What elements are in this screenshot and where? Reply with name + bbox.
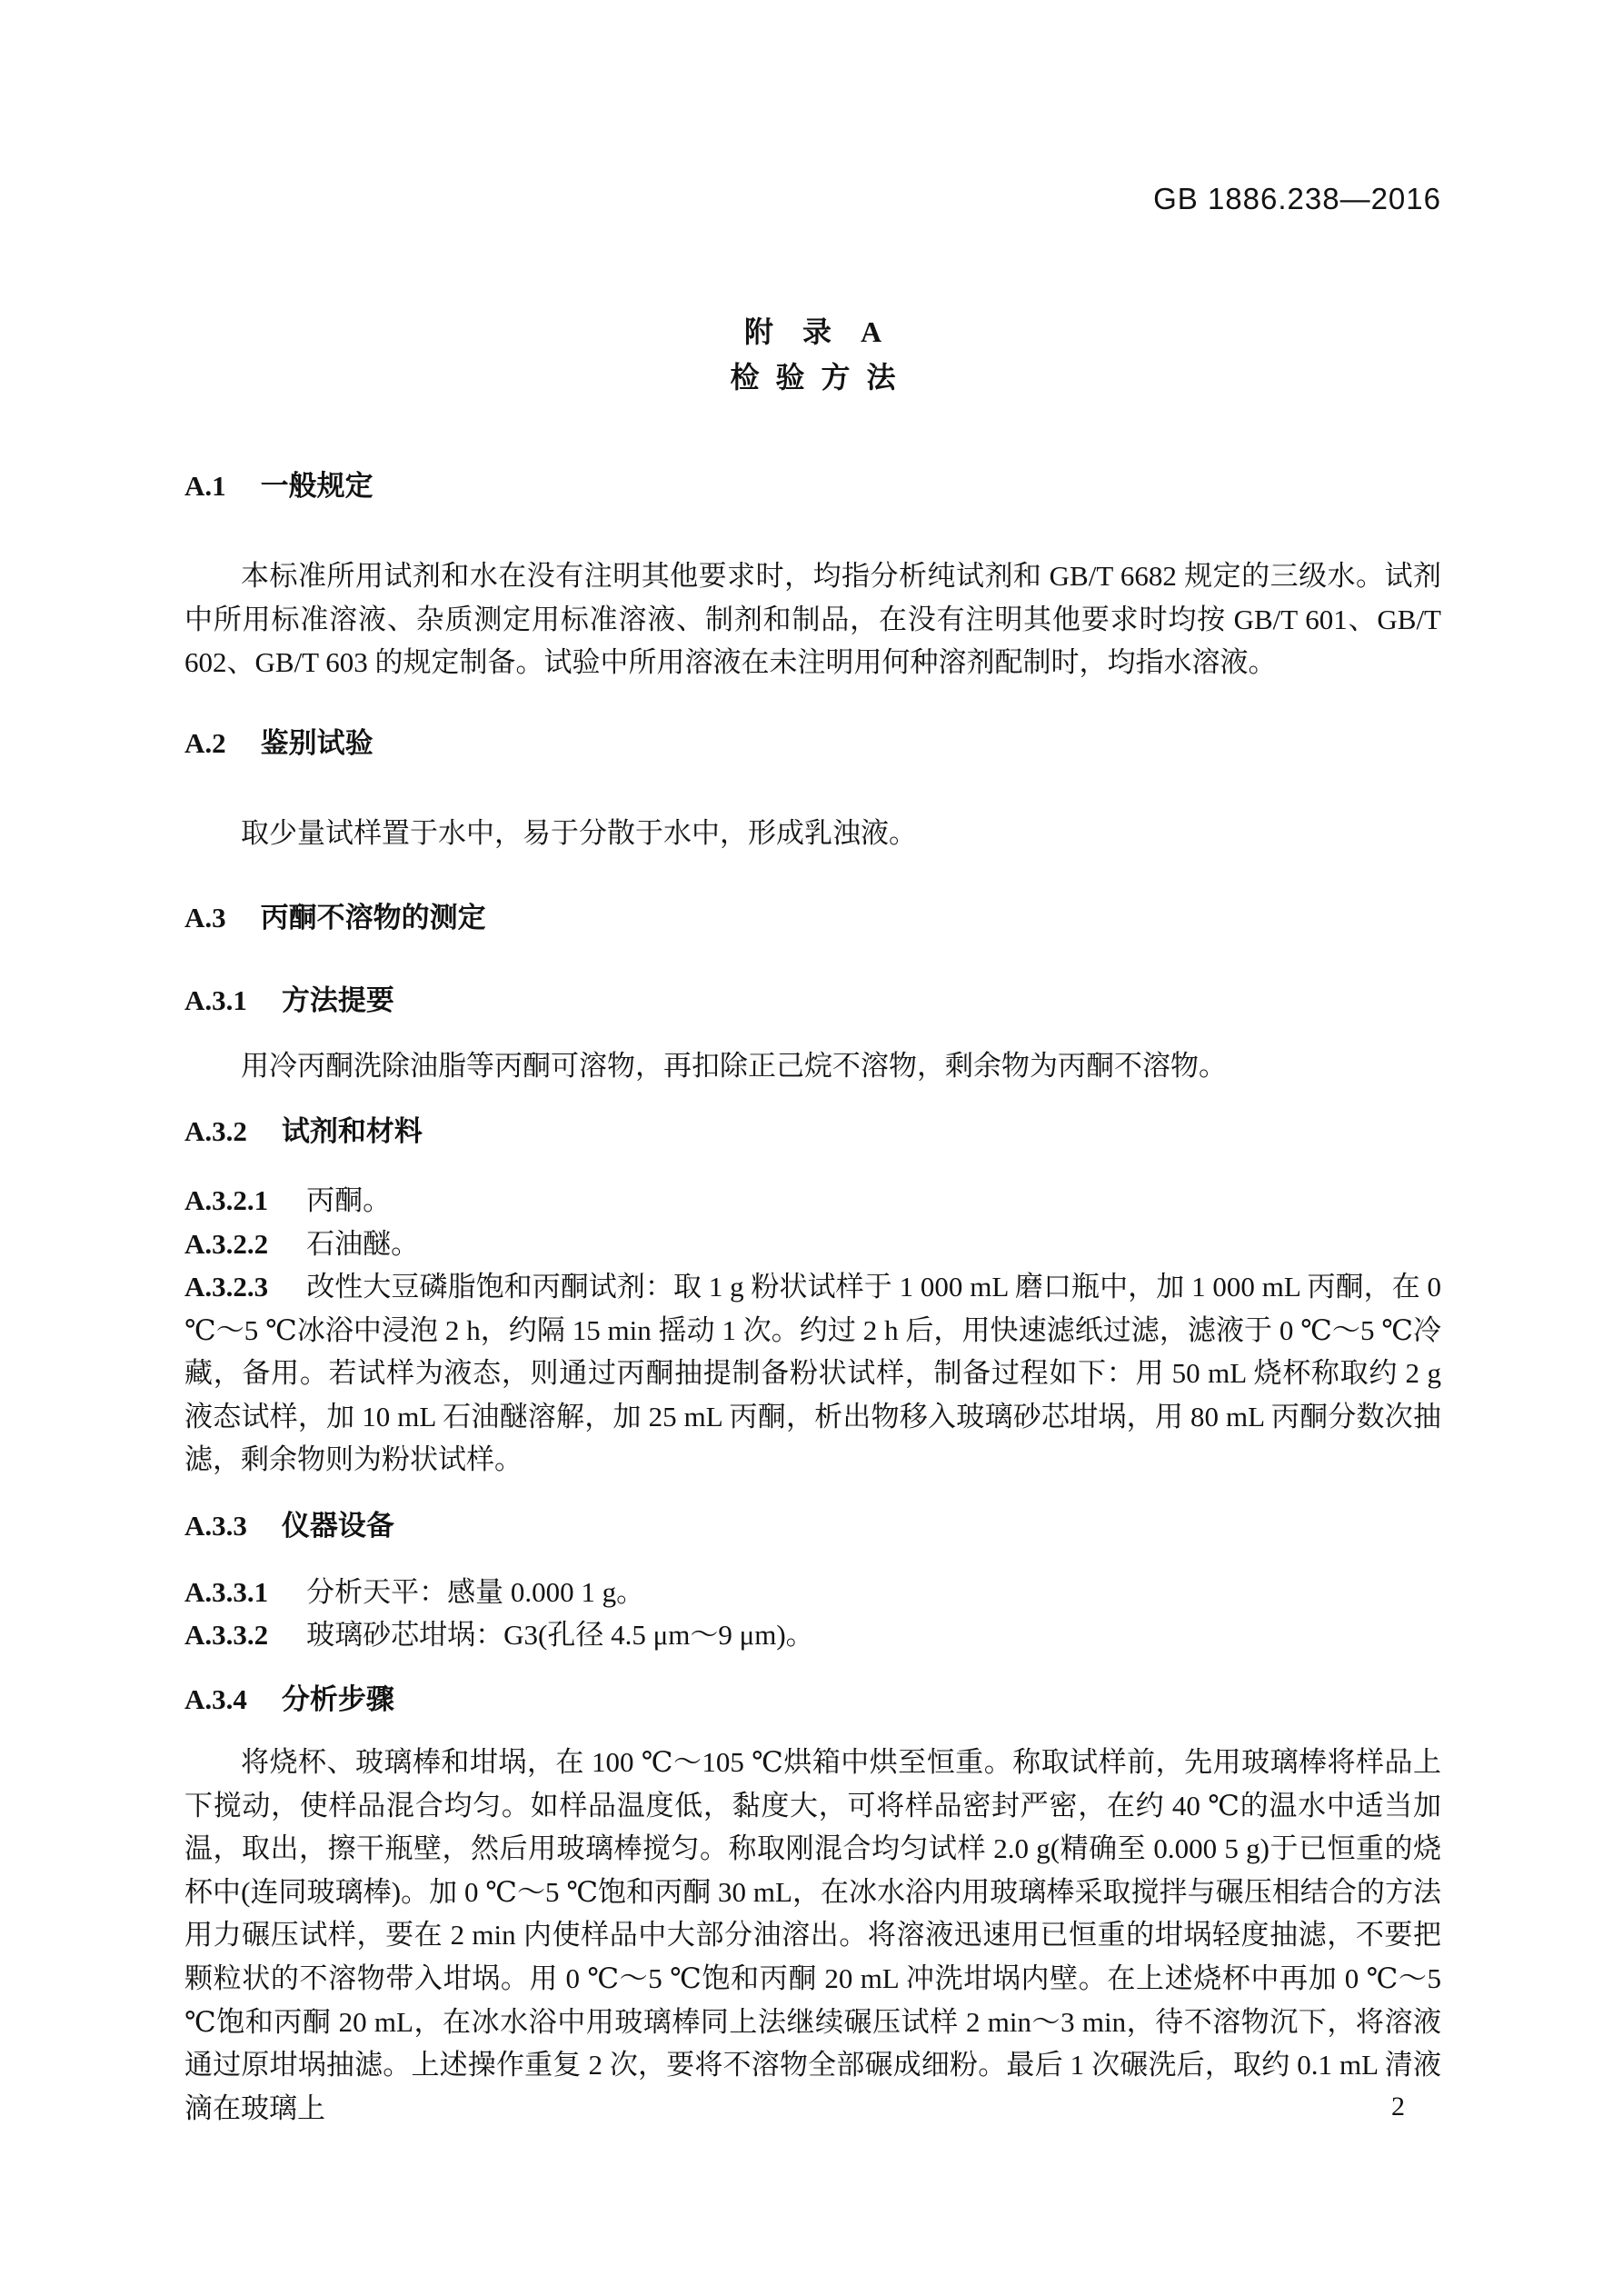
item-a332-text: 玻璃砂芯坩埚：G3(孔径 4.5 μm～9 μm)。: [306, 1619, 814, 1651]
item-a321-text: 丙酮。: [306, 1184, 392, 1216]
section-a33-heading: [184, 1512, 1441, 1540]
item-a322: [184, 1223, 1441, 1266]
section-a2-title: 鉴别试验: [260, 727, 373, 759]
item-a331-number: A.3.3.1: [184, 1576, 269, 1608]
section-a3-heading: [184, 903, 1441, 932]
item-a331-text: 分析天平：感量 0.000 1 g。: [306, 1576, 645, 1608]
section-a31-heading: [184, 986, 1441, 1014]
section-a33-number: A.3.3: [184, 1510, 247, 1542]
item-a323-number: A.3.2.3: [184, 1271, 269, 1303]
section-a34-heading: [184, 1685, 1441, 1713]
section-a32-number: A.3.2: [184, 1115, 247, 1147]
item-a332-number: A.3.3.2: [184, 1619, 269, 1651]
section-a2-paragraph: 取少量试样置于水中，易于分散于水中，形成乳浊液。: [241, 817, 917, 849]
section-a1-paragraph: 本标准所用试剂和水在没有注明其他要求时，均指分析纯试剂和 GB/T 6682 规定的三级水。试剂中所用标准溶液、杂质测定用标准溶液、制剂和制品，在没有注明其他要求时均按 GB/T 601、GB/T 602、GB/T 603 的规定制备。试验中所用溶液在未注明用何种溶剂配制时，均指水溶液。: [184, 560, 1441, 679]
standard-number-header: GB 1886.238—2016: [1153, 182, 1441, 215]
section-a31-number: A.3.1: [184, 984, 247, 1016]
appendix-title: 附 录 A: [743, 315, 882, 348]
section-a34-paragraph: 将烧杯、玻璃棒和坩埚，在 100 ℃～105 ℃烘箱中烘至恒重。称取试样前，先用玻璃棒将样品上下搅动，使样品混合均匀。如样品温度低，黏度大，可将样品密封严密，在约 40 ℃的温水中适当加温，取出，擦干瓶壁，然后用玻璃棒搅匀。称取刚混合均匀试样 2.0 g(精确至 0.000 5 g)于已恒重的烧杯中(连同玻璃棒)。加 0 ℃～5 ℃饱和丙酮 30 mL，在冰水浴内用玻璃棒采取搅拌与碾压相结合的方法用力碾压试样，要在 2 min 内使样品中大部分油溶出。将溶液迅速用已恒重的坩埚轻度抽滤，不要把颗粒状的不溶物带入坩埚。用 0 ℃～5 ℃饱和丙酮 20 mL 冲洗坩埚内壁。在上述烧杯中再加 0 ℃～5 ℃饱和丙酮 20 mL，在冰水浴中用玻璃棒同上法继续碾压试样 2 min～3 min，待不溶物沉下，将溶液通过原坩埚抽滤。上述操作重复 2 次，要将不溶物全部碾成细粉。最后 1 次碾洗后，取约 0.1 mL 清液滴在玻璃上: [184, 1746, 1441, 2124]
item-a322-number: A.3.2.2: [184, 1228, 269, 1260]
item-a332: [184, 1613, 1441, 1657]
section-a32-heading: [184, 1117, 1441, 1145]
section-a32-title: 试剂和材料: [281, 1115, 423, 1147]
section-a34-title: 分析步骤: [281, 1683, 394, 1715]
section-a34-number: A.3.4: [184, 1683, 247, 1715]
section-a33-title: 仪器设备: [281, 1510, 394, 1542]
section-a31-paragraph: 用冷丙酮洗除油脂等丙酮可溶物，再扣除正己烷不溶物，剩余物为丙酮不溶物。: [241, 1050, 1227, 1082]
item-a323: [184, 1265, 1441, 1482]
item-a321: [184, 1179, 1441, 1223]
appendix-subtitle: 检 验 方 法: [730, 361, 896, 394]
section-a31-title: 方法提要: [281, 984, 394, 1016]
item-a323-text: 改性大豆磷脂饱和丙酮试剂：取 1 g 粉状试样于 1 000 mL 磨口瓶中，加 1 000 mL 丙酮，在 0 ℃～5 ℃冰浴中浸泡 2 h，约隔 15 min 摇动 1 次。约过 2 h 后，用快速滤纸过滤，滤液于 0 ℃～5 ℃冷藏，备用。若试样为液态，则通过丙酮抽提制备粉状试样，制备过程如下：用 50 mL 烧杯称取约 2 g 液态试样，加 10 mL 石油醚溶解，加 25 mL 丙酮，析出物移入玻璃砂芯坩埚，用 80 mL 丙酮分数次抽滤，剩余物则为粉状试样。: [184, 1271, 1441, 1476]
section-a3-title: 丙酮不溶物的测定: [260, 902, 486, 933]
section-a3-number: A.3: [184, 902, 226, 933]
section-a2-heading: [184, 729, 1441, 757]
section-a1-number: A.1: [184, 470, 226, 502]
section-a1-title: 一般规定: [260, 470, 373, 502]
section-a1-heading: [184, 472, 1441, 500]
item-a331: [184, 1571, 1441, 1614]
page-number: 2: [1391, 2091, 1405, 2121]
item-a321-number: A.3.2.1: [184, 1184, 269, 1216]
section-a2-number: A.2: [184, 727, 226, 759]
item-a322-text: 石油醚。: [306, 1228, 420, 1260]
